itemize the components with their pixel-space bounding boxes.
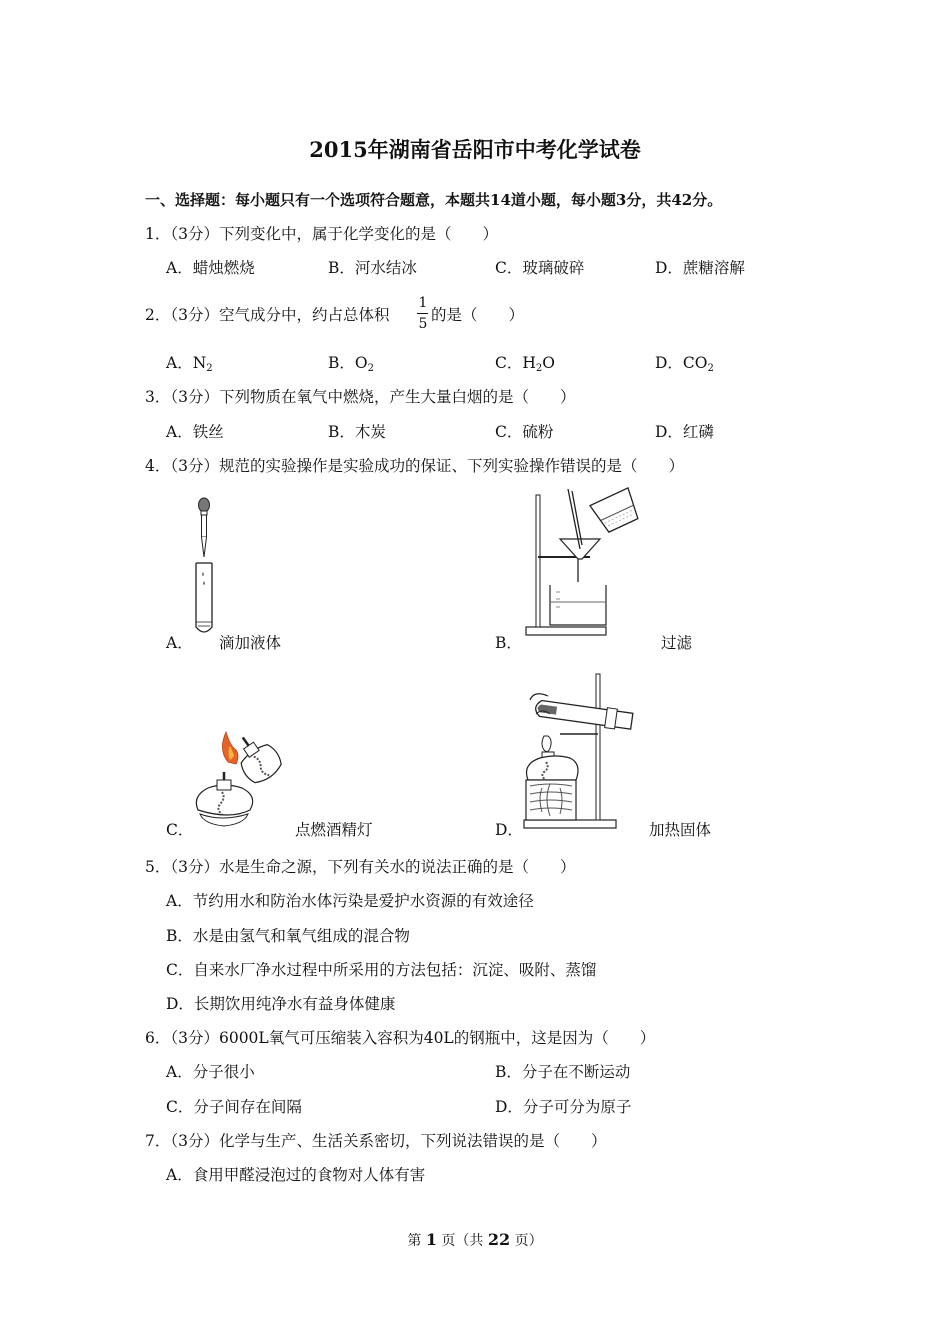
page-title: 2015年湖南省岳阳市中考化学试卷 <box>309 137 641 162</box>
q5-option-b: B．水是由氢气和氧气组成的混合物 <box>166 927 410 945</box>
q2-option-b-subscript: 2 <box>367 363 374 374</box>
heating-solid-figure <box>520 670 640 830</box>
q4-option-a-caption: 滴加液体 <box>219 634 282 652</box>
footer-prefix: 第 <box>407 1233 426 1249</box>
q6-option-b: B．分子在不断运动 <box>495 1063 631 1081</box>
q2-option-b <box>328 353 374 379</box>
q3-option-a: A．铁丝 <box>166 423 224 441</box>
question-2-stem-pre: 2．（3分）空气成分中，约占总体积 <box>145 306 390 324</box>
q4-option-d-caption: 加热固体 <box>649 821 712 839</box>
q4-option-b-caption: 过滤 <box>661 634 693 652</box>
q3-option-c: C．硫粉 <box>495 423 554 441</box>
alcohol-lamp-figure <box>190 722 290 832</box>
q7-option-a: A．食用甲醛浸泡过的食物对人体有害 <box>166 1166 426 1184</box>
q5-option-a: A．节约用水和防治水体污染是爱护水资源的有效途径 <box>166 892 534 910</box>
question-5-stem: 5．（3分）水是生命之源，下列有关水的说法正确的是（ ） <box>145 858 576 876</box>
q2-option-a-text: A．N <box>166 354 207 372</box>
page-footer <box>0 1230 950 1250</box>
q4-option-c-caption: 点燃酒精灯 <box>295 821 373 839</box>
dropper-figure <box>190 495 230 640</box>
footer-suffix: 页） <box>510 1233 543 1249</box>
question-7-stem: 7．（3分）化学与生产、生活关系密切，下列说法错误的是（ ） <box>145 1132 607 1150</box>
q2-option-a-subscript: 2 <box>206 363 213 374</box>
question-3-stem: 3．（3分）下列物质在氧气中燃烧，产生大量白烟的是（ ） <box>145 388 576 406</box>
q2-option-d-text: D．CO <box>655 354 708 372</box>
q2-option-a <box>166 353 213 379</box>
q3-option-b: B．木炭 <box>328 423 386 441</box>
footer-page-number: 1 <box>425 1230 437 1249</box>
q4-option-a-label: A． <box>166 634 193 652</box>
q3-option-d: D．红磷 <box>655 423 714 441</box>
q1-option-c: C．玻璃破碎 <box>495 259 585 277</box>
section-heading: 一、选择题：每小题只有一个选项符合题意，本题共14道小题，每小题3分，共42分。 <box>145 191 723 209</box>
fraction-numerator: 1 <box>418 295 428 311</box>
q2-option-d <box>655 353 714 379</box>
q6-option-c: C．分子间存在间隔 <box>166 1098 302 1116</box>
fraction-bar <box>417 313 428 314</box>
q2-option-c-text-post: O <box>542 354 555 372</box>
question-2-stem-post: 的是（ ） <box>431 306 525 324</box>
q2-option-c-subscript: 2 <box>535 363 543 374</box>
q2-option-c <box>495 353 555 379</box>
q4-option-b-label: B． <box>495 634 522 652</box>
question-4-stem: 4．（3分）规范的实验操作是实验成功的保证、下列实验操作错误的是（ ） <box>145 457 684 475</box>
q6-option-d: D．分子可分为原子 <box>495 1098 632 1116</box>
question-6-stem: 6．（3分）6000L氧气可压缩装入容积为40L的钢瓶中，这是因为（ ） <box>145 1029 656 1047</box>
q1-option-a: A．蜡烛燃烧 <box>166 259 255 277</box>
q5-option-c: C．自来水厂净水过程中所采用的方法包括：沉淀、吸附、蒸馏 <box>166 961 597 979</box>
q5-option-d: D．长期饮用纯净水有益身体健康 <box>166 995 396 1013</box>
footer-total-pages: 22 <box>487 1230 511 1249</box>
q2-option-b-text: B．O <box>328 354 368 372</box>
filtration-figure <box>520 487 640 637</box>
q2-option-c-text: C．H <box>495 354 536 372</box>
q4-option-c-label: C． <box>166 821 194 839</box>
q1-option-b: B．河水结冰 <box>328 259 417 277</box>
footer-middle: 页（共 <box>436 1233 488 1249</box>
q2-option-d-subscript: 2 <box>707 363 714 374</box>
question-1-stem: 1．（3分）下列变化中，属于化学变化的是（ ） <box>145 225 498 243</box>
fraction-denominator: 5 <box>418 316 428 332</box>
q6-option-a: A．分子很小 <box>166 1063 255 1081</box>
q1-option-d: D．蔗糖溶解 <box>655 259 745 277</box>
q4-option-d-label: D． <box>495 821 523 839</box>
